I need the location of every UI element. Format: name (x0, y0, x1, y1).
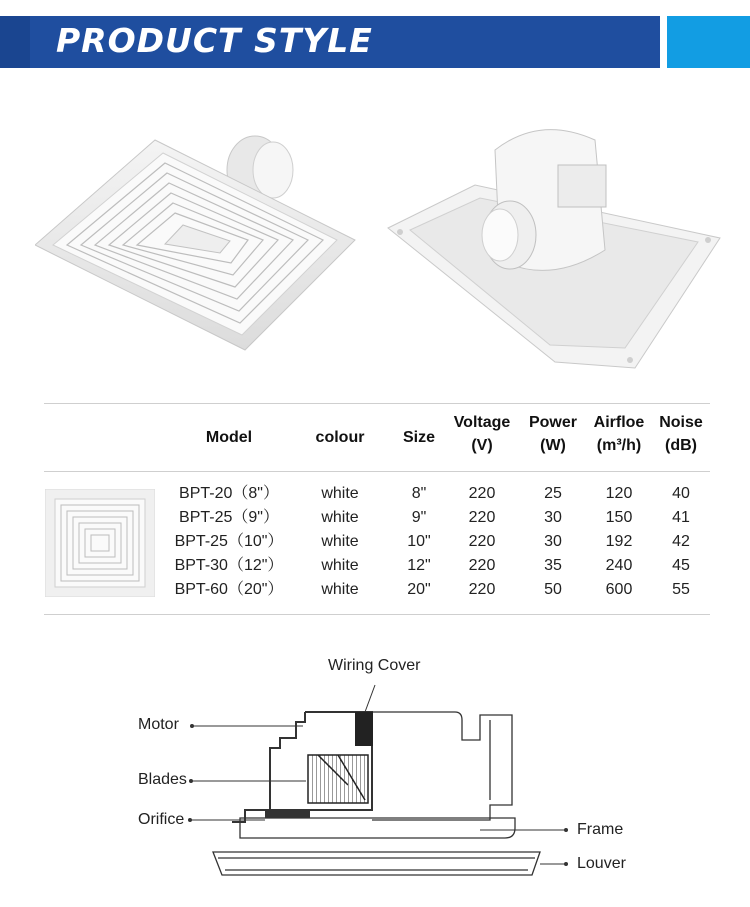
table-row (44, 578, 710, 602)
cell-noise: 41 (672, 509, 690, 526)
cell-noise: 40 (672, 485, 690, 502)
cell-voltage: 220 (468, 533, 496, 550)
col-header-size: Size (402, 429, 435, 446)
cell-power: 25 (544, 485, 562, 502)
cell-model: BPT-25（9"） (179, 509, 279, 526)
cell-power: 35 (544, 557, 562, 574)
cell-model: BPT-30（12"） (174, 557, 284, 574)
cell-model: BPT-25（10"） (174, 533, 284, 550)
cell-colour: white (321, 509, 359, 526)
label-orifice: Orifice (138, 811, 185, 828)
fan-cross-section-drawing (0, 640, 750, 907)
cell-size: 12" (407, 557, 431, 574)
col-header-airflow: Airfloe (m³/h) (593, 414, 645, 454)
table-row (44, 554, 710, 578)
cell-voltage: 220 (468, 557, 496, 574)
cell-colour: white (321, 533, 359, 550)
cell-model: BPT-20（8"） (179, 485, 279, 502)
cell-airflow: 192 (605, 533, 633, 550)
table-rule (44, 471, 710, 472)
page-title: PRODUCT STYLE (56, 21, 373, 60)
table-rule (44, 403, 710, 404)
cell-voltage: 220 (468, 485, 496, 502)
label-blades: Blades (138, 771, 187, 788)
cell-airflow: 240 (605, 557, 633, 574)
product-photo-front (35, 125, 365, 360)
label-motor: Motor (138, 716, 179, 733)
table-row (44, 482, 710, 506)
cell-power: 30 (544, 533, 562, 550)
product-photo-back (380, 110, 725, 372)
cell-power: 30 (544, 509, 562, 526)
cell-size: 20" (407, 581, 431, 598)
cell-airflow: 120 (605, 485, 633, 502)
cell-voltage: 220 (468, 509, 496, 526)
cell-colour: white (321, 485, 359, 502)
cell-airflow: 600 (605, 581, 633, 598)
col-header-power: Power (W) (528, 414, 577, 454)
header-accent-block (667, 16, 750, 68)
table-row (44, 530, 710, 554)
table-row (44, 506, 710, 530)
banner-shade (0, 16, 30, 68)
cell-noise: 55 (672, 581, 690, 598)
label-louver: Louver (577, 855, 626, 872)
cell-voltage: 220 (468, 581, 496, 598)
table-rule (44, 614, 710, 615)
cell-model: BPT-60（20"） (174, 581, 284, 598)
col-header-voltage: Voltage (V) (453, 414, 511, 454)
label-frame: Frame (577, 821, 624, 838)
cell-colour: white (321, 557, 359, 574)
cell-airflow: 150 (605, 509, 633, 526)
cell-noise: 45 (672, 557, 690, 574)
cell-size: 10" (407, 533, 431, 550)
col-header-noise: Noise (dB) (659, 414, 703, 454)
label-wiring-cover: Wiring Cover (328, 657, 421, 674)
col-header-model: Model (205, 429, 253, 446)
cross-section-diagram (0, 640, 750, 907)
header-banner (0, 16, 660, 68)
cell-size: 8" (411, 485, 427, 502)
cell-noise: 42 (672, 533, 690, 550)
cell-size: 9" (411, 509, 427, 526)
cell-colour: white (321, 581, 359, 598)
col-header-colour: colour (315, 429, 365, 446)
cell-power: 50 (544, 581, 562, 598)
